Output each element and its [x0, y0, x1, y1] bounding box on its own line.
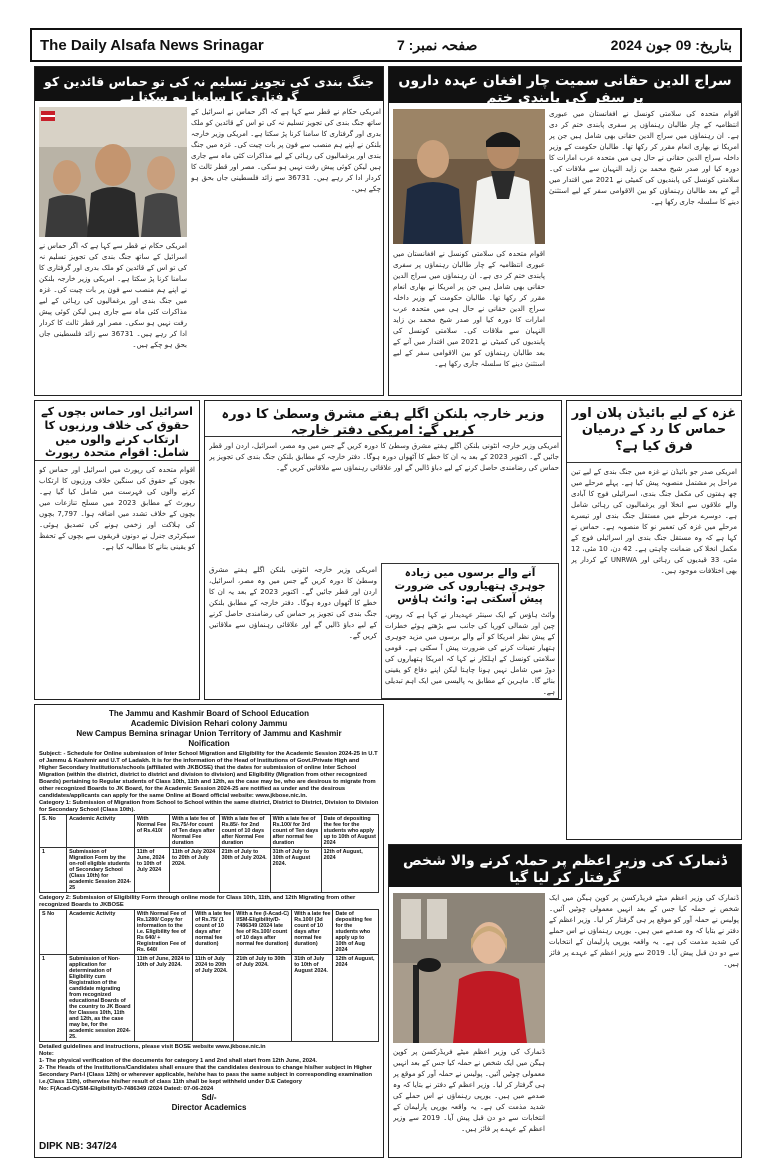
notice-campus: New Campus Bemina srinagar Union Territory of Jammu and Kashmir — [76, 729, 342, 738]
table-cell: 1 — [40, 848, 67, 893]
notice-division: Academic Division Rehari colony Jammu — [130, 719, 288, 728]
article-body-continued: اقوام متحدہ کی سلامتی کونسل نے افغانستان میں عبوری انتظامیہ کے چار طالبان رہنماؤں پر سفری پابندی ختم کر دی ہے۔ ان رہنماؤں میں سراج الدین حقانی بھی شامل ہیں جن پر امریکا نے بھاری انعام مقرر کر رکھا تھا۔ طالبان حکومت کے وزیر داخلہ سراج الدین حقانی نے حال ہی میں متحدہ عرب امارات کا دورہ کیا اور صدر شیخ محمد بن زاید النہیان سے ملاقات کی۔ سلامتی کونسل کی پابندیوں کی کمیٹی نے 2021 میں اقتدار میں آنے کے بعد طالبان رہنماؤں کو بین الاقوامی سفر کے لیے استثنیٰ دینے کا سلسلہ جاری رکھا ہے۔ — [393, 250, 545, 368]
table-cell: 1 — [40, 955, 67, 1042]
article-body-continued: امریکی وزیر خارجہ انٹونی بلنکن اگلے ہفتے مشرق وسطیٰ کا دورہ کریں گے جس میں وہ مصر، اسرائیل، اردن اور قطر جائیں گے۔ اکتوبر 2023 کے بعد یہ ان کا خطے کا آٹھواں دورہ ہوگا۔ دفتر خارجہ کے مطابق بلنکن جنگ بندی کی تجویز پر حماس کی رضامندی حاصل کرنے کے لیے دباؤ ڈالیں گے اور علاقائی رہنماؤں سے ملاقاتیں کریں گے۔ — [209, 566, 377, 640]
table-header-cell: S No — [40, 910, 67, 955]
category1-table — [39, 814, 379, 893]
notice-note-1: 1- The physical verification of the documents for category 1 and 2nd shall start from 12th June, 2024. — [39, 1058, 318, 1064]
headline: غزہ کے لیے بائیڈن پلان اور حماس کا رد کے درمیان فرق کیا ہے؟ — [567, 401, 741, 463]
table-header-cell: With a fee (I-Acad-C) I/SM-Eligibility/D-7486349 /2024 late fee of Rs.100/ count of 10 days after normal fee duration) — [234, 910, 292, 955]
article-body: اقوام متحدہ کی سلامتی کونسل نے افغانستان میں عبوری انتظامیہ کے چار طالبان رہنماؤں پر سفری پابندی ختم کر دی ہے۔ ان رہنماؤں میں سراج الدین حقانی بھی شامل ہیں جن پر امریکا نے بھاری انعام مقرر کر رکھا تھا۔ طالبان حکومت کے وزیر داخلہ سراج الدین حقانی نے حال ہی میں متحدہ عرب امارات کا دورہ کیا اور صدر شیخ محمد بن زاید النہیان سے ملاقات کی۔ سلامتی کونسل کی پابندیوں کی کمیٹی نے 2021 میں اقتدار میں آنے کے بعد طالبان رہنماؤں کو بین الاقوامی سفر کے لیے استثنیٰ دینے کا سلسلہ جاری رکھا ہے۔ — [549, 110, 739, 206]
table-cell: 11th of July 2024 to 20th of July 2024. — [170, 848, 220, 893]
table-cell: 12th of August, 2024 — [321, 848, 378, 893]
table-cell: 31th of July to 10th of August 2024. — [292, 955, 333, 1042]
notice-type: Noification — [188, 739, 230, 748]
page-number: صفحہ نمبر: 7 — [396, 36, 478, 53]
story-blinken — [204, 400, 562, 700]
table-header-row — [40, 815, 379, 848]
story-sirajuddin — [388, 66, 742, 396]
table-row — [40, 848, 379, 893]
headline: ڈنمارک کی وزیر اعظم پر حملہ کرنے والا شخص گرفتار کر لیا گیا — [389, 845, 741, 887]
table-cell: 12th of August, 2024 — [333, 955, 379, 1042]
table-cell: Submission of Migration Form by the on-roll eligible students of Secondary School (Class 10th) for academic Session 2024-25 — [67, 848, 135, 893]
notice-org: The Jammu and Kashmir Board of School Education — [108, 709, 310, 718]
story-un-list — [34, 400, 200, 700]
table-header-cell: Date of depositing the fee for the students who apply up to 10th of August 2024 — [321, 815, 378, 848]
table-cell: 11th of June, 2024 to 10th of July 2024. — [134, 955, 192, 1042]
notice-note-label: Note: — [39, 1051, 54, 1057]
notice-subject: Subject: - Schedule for Online submission of Inter School Migration and Eligibility for the Academic Session 2024-25 in U.T of Jammu & Kashmir and U.T of Ladakh. It is for the information of the Head of Institutions of Govt./Private High and Higher Secondary Institutions/schools (affiliated with JKBOSE) that the dates for submission of online Inter School Migration (within the district, district to district and division to division) and Eligibility (Migration from other recognized Boards) pertaining to Regular students of Class 10th, 11th and 12th, as the case may be, who are desirous to migrate from other recognized Boards to JK Board, for the Academic Session 2024-25 are notified as under and the desirous candidates/applicants can apply for the same Online at Board official website: www.jkbose.nic.in. — [39, 751, 378, 799]
newspaper-title: The Daily Alsafa News Srinagar — [40, 36, 264, 54]
story-denmark — [388, 844, 742, 1158]
table-cell: Submission of Non-application for determination of Eligibility cum Registration of the candidate migrating from recognized educational Boards of the country to JK Board for Classes 10th, 11th and 12th, as the case may be, for the academic session 2024-25. — [67, 955, 135, 1042]
article-body: امریکی وزیر خارجہ انٹونی بلنکن اگلے ہفتے مشرق وسطیٰ کا دورہ کریں گے جس میں وہ مصر، اسرائیل، اردن اور قطر جائیں گے۔ اکتوبر 2023 کے بعد یہ ان کا خطے کا آٹھواں دورہ ہوگا۔ دفتر خارجہ کے مطابق بلنکن جنگ بندی کی تجویز پر حماس کی رضامندی حاصل کرنے کے لیے دباؤ ڈالیں گے اور علاقائی رہنماؤں سے ملاقاتیں کریں گے۔ — [209, 442, 559, 472]
news-photo — [39, 107, 187, 237]
notice-details: Detailed guidelines and instructions, please visit BOSE website www.jkbose.nic.in — [39, 1044, 266, 1050]
story-nuclear — [381, 563, 559, 699]
article-body: امریکی صدر جو بائیڈن نے غزہ میں جنگ بندی کے لیے تین مراحل پر مشتمل منصوبہ پیش کیا ہے۔ پہلے مرحلے میں چھ ہفتوں کی مکمل جنگ بندی، اسرائیلی فوج کا آبادی والے علاقوں سے انخلا اور یرغمالیوں کی رہائی شامل ہے۔ دوسرے مرحلے میں مستقل جنگ بندی اور تیسرے مرحلے میں غزہ کی تعمیر نو کا منصوبہ ہے۔ حماس نے کہا ہے کہ وہ مستقل جنگ بندی اور اسرائیلی فوج کے مکمل انخلا کی ضمانت چاہتی ہے۔ 42 دن، 10 مئی، 12 مئی، 33 قیدیوں کی رہائی اور UNRWA کے کردار پر بھی اختلافات موجود ہیں۔ — [571, 468, 737, 575]
article-body: امریکی حکام نے قطر سے کہا ہے کہ اگر حماس نے اسرائیل کے ساتھ جنگ بندی کی تجویز تسلیم نہ کی تو اس کے قائدین کو ملک بدری اور گرفتاری کا سامنا کرنا پڑ سکتا ہے۔ امریکی وزیر خارجہ بلنکن نے اپنے ہم منصب سے فون پر بات چیت کی۔ غزہ میں جنگ بندی اور یرغمالیوں کی رہائی کے لیے مذاکرات کئی ماہ سے جاری ہیں لیکن کوئی پیش رفت نہیں ہو سکی۔ مصر اور قطر ثالث کا کردار ادا کر رہے ہیں۔ 36731 سے زائد فلسطینی جاں بحق ہو چکے ہیں۔ — [191, 108, 381, 193]
issue-date: بتاریخ: 09 جون 2024 — [610, 36, 732, 53]
table-cell: 21th of July to 30th of July 2024. — [219, 848, 270, 893]
newspaper-page — [30, 28, 742, 1158]
table-header-cell: With a late fee of Rs.75/-for count of Ten days after Normal Fee duration — [170, 815, 220, 848]
headline: آنے والے برسوں میں زیادہ جوہری ہتھیاروں کی ضرورت پیش آسکتی ہے: وائٹ ہاؤس — [394, 567, 546, 606]
article-body: ڈنمارک کی وزیر اعظم میٹے فریڈرکسن پر کوپن ہیگن میں ایک شخص نے حملہ کیا جس کے بعد انہیں معمولی چوٹیں آئیں۔ پولیس نے حملہ آور کو موقع پر ہی گرفتار کر لیا۔ وزیر اعظم کے دفتر نے بتایا کہ وہ صدمے میں ہیں۔ یورپی رہنماؤں نے اس حملے کی شدید مذمت کی ہے۔ یہ واقعہ یورپی پارلیمان کے انتخابات سے دو دن قبل پیش آیا۔ 2019 سے وزیر اعظم کے عہدے پر فائز ہیں۔ — [549, 894, 739, 968]
notice-note-2: 2- The Heads of the Institutions/Candidates shall ensure that the candidates desirous to change his/her subject in Higher Secondary Part-I (Class 12th) or wherever applicable, he/she has to pass the same subject in corresponding examination i.e.(Class 11th), otherwise his/her result of class 11th shall be kept withheld under D.E Category — [39, 1065, 373, 1085]
table-header-cell: With a late fee Rs.100/ (3d count of 10 days after normal fee duration) — [292, 910, 333, 955]
news-photo — [393, 109, 545, 244]
story-biden-plan — [566, 400, 742, 840]
table-header-cell: With a late fee of Rs.85/- for 2nd count of 10 days after Normal Fee duration — [219, 815, 270, 848]
notice-signatory: Director Academics — [171, 1103, 247, 1112]
headline: جنگ بندی کی تجویز تسلیم نہ کی تو حماس قائدین کو گرفتاری کا سامنا ہو سکتا ہے — [35, 67, 383, 101]
category1-title: Category 1: Submission of Migration from School to School within the same district, District to District, Division to Division for Secondary School (Class 10th). — [39, 800, 379, 813]
masthead — [30, 28, 742, 62]
table-header-row — [40, 910, 379, 955]
table-header-cell: With Normal Fee of Rs.410/ — [134, 815, 169, 848]
story-ceasefire — [34, 66, 384, 396]
table-row — [40, 955, 379, 1042]
notice-sd: Sd/- — [201, 1093, 217, 1102]
category2-table — [39, 909, 379, 1042]
table-cell: 11th of June, 2024 to 10th of July 2024 — [134, 848, 169, 893]
article-body: اقوام متحدہ کی رپورٹ میں اسرائیل اور حماس کو بچوں کے حقوق کی سنگین خلاف ورزیوں کا ارتکاب کرنے والوں کی فہرست میں شامل کیا گیا ہے۔ رپورٹ کے مطابق 2023 میں مسلح تنازعات میں بچوں کے خلاف تشدد میں اضافہ ہوا۔ 7,797 بچوں کی ہلاکت اور زخمی ہونے کی تصدیق ہوئی۔ سیکرٹری جنرل نے دونوں فریقوں سے بچوں کے تحفظ کو یقینی بنانے کا مطالبہ کیا ہے۔ — [39, 466, 195, 551]
headline: اسرائیل اور حماس بچوں کے حقوق کی خلاف ورزیوں کا ارتکاب کرنے والوں میں شامل: اقوام متحدہ رپورٹ — [35, 401, 199, 461]
headline: سراج الدین حقانی سمیت چار افغان عہدہ داروں پر سفر کی پابندی ختم — [389, 67, 741, 103]
table-header-cell: Academic Activity — [67, 910, 135, 955]
article-body-continued: ڈنمارک کی وزیر اعظم میٹے فریڈرکسن پر کوپن ہیگن میں ایک شخص نے حملہ کیا جس کے بعد انہیں معمولی چوٹیں آئیں۔ پولیس نے حملہ آور کو موقع پر ہی گرفتار کر لیا۔ وزیر اعظم کے دفتر نے بتایا کہ وہ صدمے میں ہیں۔ یورپی رہنماؤں نے اس حملے کی شدید مذمت کی ہے۔ یہ واقعہ یورپی پارلیمان کے انتخابات سے دو دن قبل پیش آیا۔ 2019 سے وزیر اعظم کے عہدے پر فائز ہیں۔ — [393, 1048, 545, 1133]
table-cell: 11th of July 2024 to 20th of July 2024. — [193, 955, 234, 1042]
table-header-cell: S. No — [40, 815, 67, 848]
dipk-number: DIPK NB: 347/24 — [39, 1141, 117, 1152]
table-cell: 21th of July to 30th of July 2024. — [234, 955, 292, 1042]
table-cell: 31th of July to 10th of August 2024. — [270, 848, 321, 893]
article-body: وائٹ ہاؤس کے ایک سینئر عہدیدار نے کہا ہے کہ روس، چین اور شمالی کوریا کی جانب سے بڑھتے ہوئے خطرات کے پیش نظر امریکا کو آنے والے برسوں میں مزید جوہری ہتھیار تعینات کرنے کی ضرورت پیش آ سکتی ہے۔ قومی سلامتی کونسل کے اہلکار نے کہا کہ امریکا ہتھیاروں کی دوڑ میں شامل نہیں ہونا چاہتا لیکن اپنے دفاع کو یقینی بنائے گا۔ ماہرین کے مطابق یہ پالیسی میں ایک اہم تبدیلی ہے۔ — [385, 611, 555, 696]
jkbose-notice — [34, 704, 384, 1158]
notice-ref: No: F(Acad-C)/SM-Eligibility/D-7486349 /2024 Dated: 07-06-2024 — [39, 1086, 214, 1092]
table-header-cell: Academic Activity — [67, 815, 135, 848]
table-header-cell: With a late fee of Rs.100/ for 3rd count of Ten days after normal fee duration — [270, 815, 321, 848]
table-header-cell: Date of depositing fee for the students who apply up to 10th of Aug 2024 — [333, 910, 379, 955]
category2-title: Category 2: Submission of Eligibility Form through online mode for Class 10th, 11th, and 12th Migrating from other recognized Boards to JKBOSE — [39, 895, 356, 908]
headline: وزیر خارجہ بلنکن اگلے ہفتے مشرق وسطیٰ کا دورہ کریں گے: امریکی دفتر خارجہ — [205, 401, 561, 437]
article-body-continued: امریکی حکام نے قطر سے کہا ہے کہ اگر حماس نے اسرائیل کے ساتھ جنگ بندی کی تجویز تسلیم نہ کی تو اس کے قائدین کو ملک بدری اور گرفتاری کا سامنا کرنا پڑ سکتا ہے۔ امریکی وزیر خارجہ بلنکن نے اپنے ہم منصب سے فون پر بات چیت کی۔ غزہ میں جنگ بندی اور یرغمالیوں کی رہائی کے لیے مذاکرات کئی ماہ سے جاری ہیں لیکن کوئی پیش رفت نہیں ہو سکی۔ مصر اور قطر ثالث کا کردار ادا کر رہے ہیں۔ 36731 سے زائد فلسطینی جاں بحق ہو چکے ہیں۔ — [39, 242, 187, 349]
table-header-cell: With Normal Fee of Rs.1280/ Copy for information to the i.e. Eligibility fee of Rs 640/ + Registration Fee of Rs. 640/ — [134, 910, 192, 955]
news-photo — [393, 893, 545, 1043]
table-header-cell: With a late fee of Rs.75/ (1 count of 10 days after normal fee duration) — [193, 910, 234, 955]
